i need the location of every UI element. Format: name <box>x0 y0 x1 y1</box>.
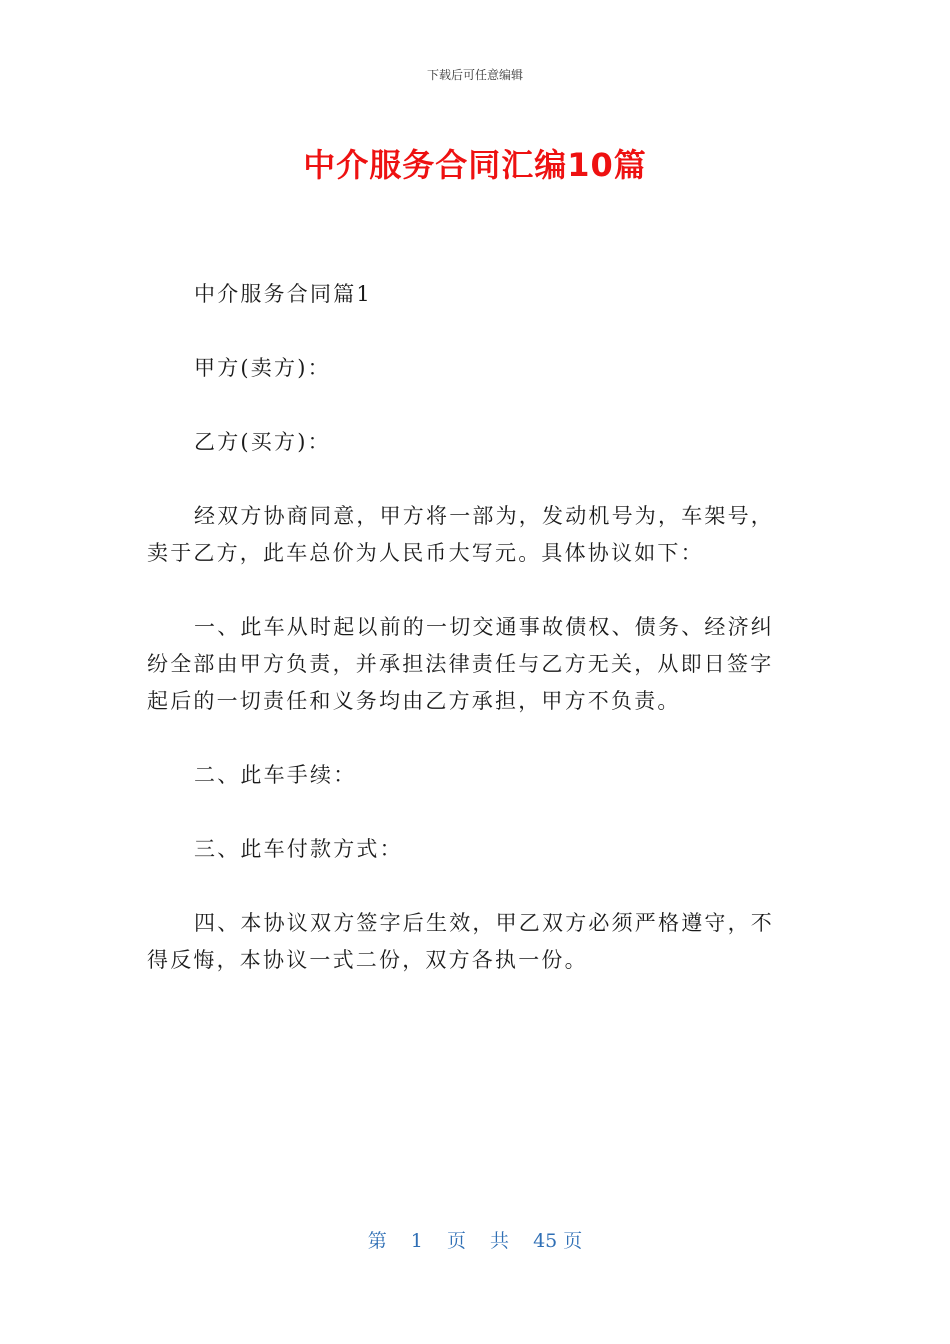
clause-3: 三、此车付款方式： <box>194 837 403 861</box>
footer-total-pages: 45 <box>533 1230 558 1252</box>
footer-total-word: 共 <box>490 1230 510 1252</box>
page-number-footer <box>0 1226 950 1253</box>
footer-current-page: 1 <box>410 1230 423 1252</box>
document-title: 中介服务合同汇编10篇 <box>303 146 647 184</box>
clause-1: 一、此车从时起以前的一切交通事故债权、债务、经济纠纷全部由甲方负责，并承担法律责任与乙方无关，从即日签字起后的一切责任和义务均由乙方承担，甲方不负责。 <box>147 615 774 713</box>
footer-suffix: 页 <box>563 1230 583 1252</box>
footer-page-word: 页 <box>446 1230 466 1252</box>
section-heading: 中介服务合同篇1 <box>194 282 372 306</box>
party-a-line: 甲方(卖方)： <box>194 356 331 380</box>
clause-4: 四、本协议双方签字后生效，甲乙双方必须严格遵守，不得反悔，本协议一式二份，双方各执一份。 <box>147 911 774 972</box>
footer-prefix: 第 <box>367 1230 387 1252</box>
document-body <box>147 276 795 1016</box>
party-b-line: 乙方(买方)： <box>194 430 331 454</box>
agreement-intro: 经双方协商同意，甲方将一部为，发动机号为，车架号，卖于乙方，此车总价为人民币大写元。具体协议如下： <box>147 504 774 565</box>
header-note: 下载后可任意编辑 <box>426 68 523 82</box>
clause-2: 二、此车手续： <box>194 763 357 787</box>
